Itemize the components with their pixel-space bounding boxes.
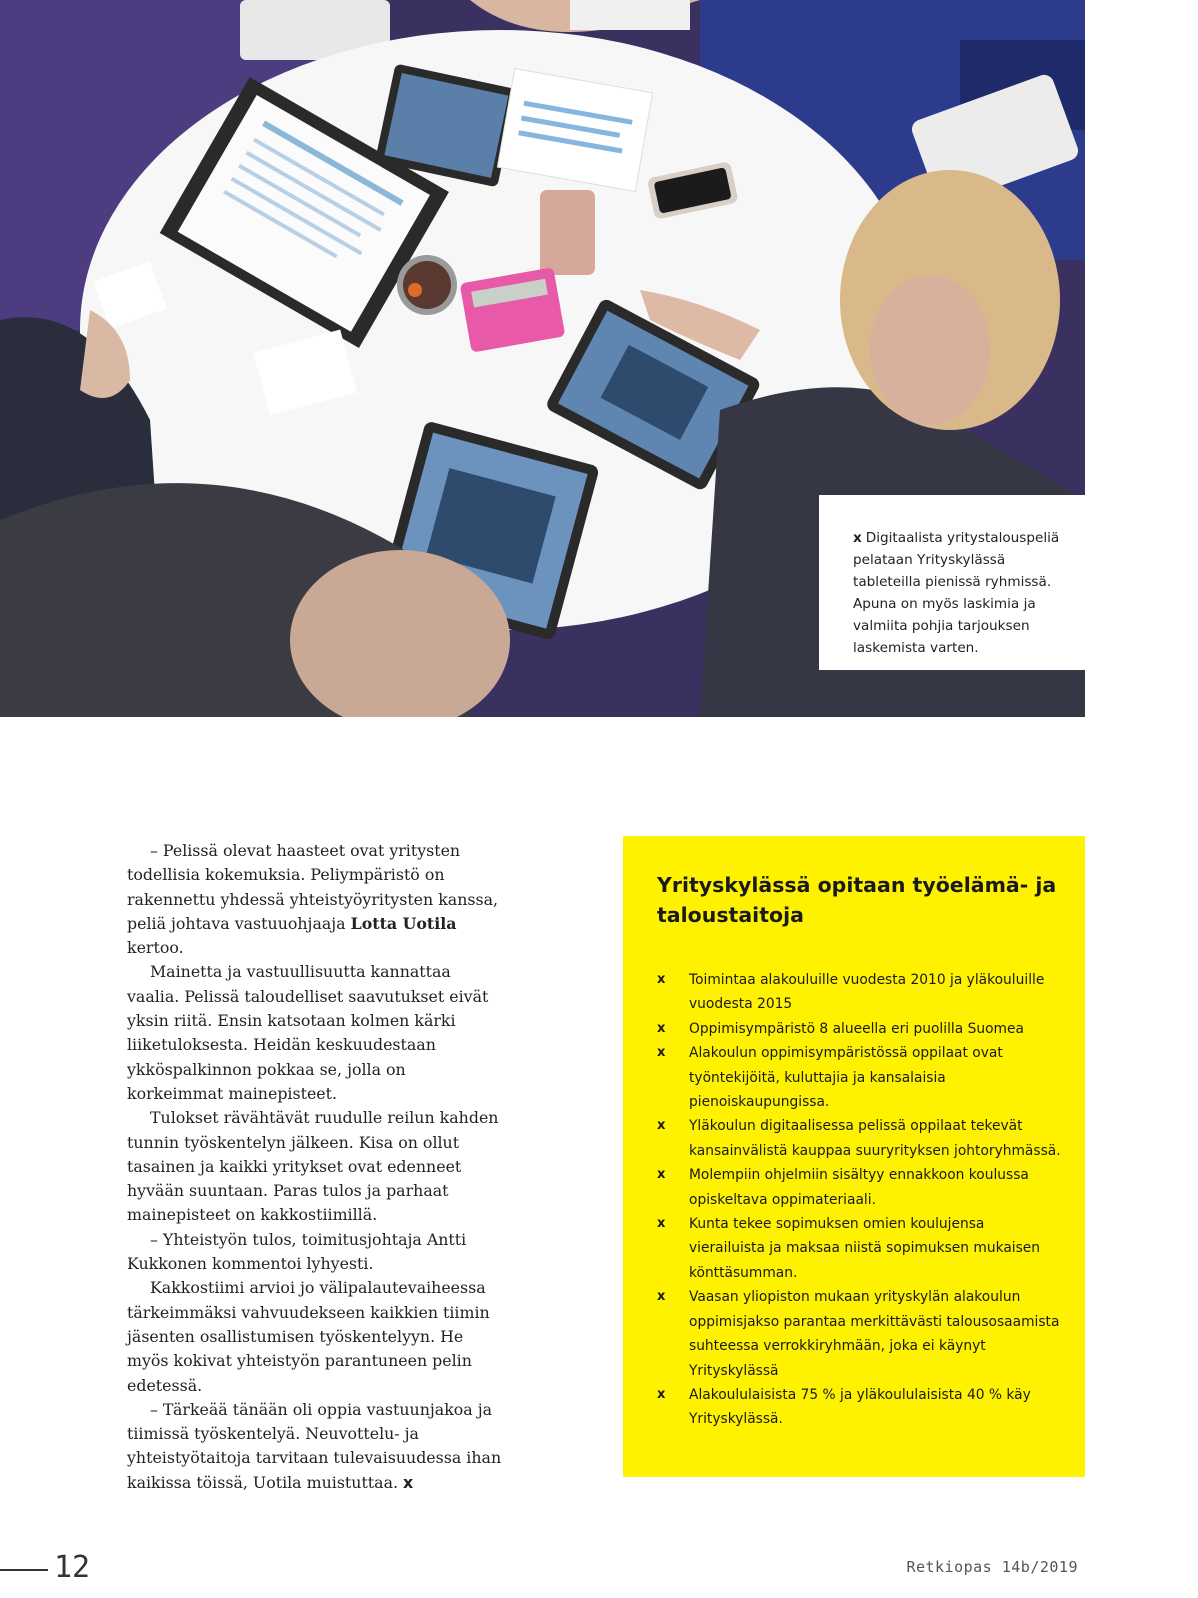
fact-item-text: Oppimisympäristö 8 alueella eri puolilla Suomea [689,1020,1024,1037]
fact-list [657,968,1061,1432]
fact-item-text: Alakoulun oppimisympäristössä oppilaat ovat työntekijöitä, kuluttajia ja kansalaisia pienoiskaupungissa. [689,1045,1003,1111]
bullet-x-icon: x [657,1216,666,1232]
fact-box-title: Yrityskylässä opitaan työelämä- ja taloustaitoja [657,873,1057,927]
bullet-x-icon: x [657,1045,666,1061]
paragraph-3: Tulokset rävähtävät ruudulle reilun kahden tunnin työskentelyn jälkeen. Kisa on ollut tasainen ja kaikki yritykset ovat edenneet hyvään suuntaan. Paras tulos ja parhaat mainepisteet on kakkostiimillä. [127,1108,499,1225]
p1-person-name: Lotta Uotila [350,913,457,933]
article-body [127,839,507,1495]
fact-item [657,1285,1061,1383]
article-photo [0,0,1085,717]
fact-item-text: Alakoululaisista 75 % ja yläkoululaisista 40 % käy Yrityskylässä. [689,1386,1031,1428]
fact-item-text: Molempiin ohjelmiin sisältyy ennakkoon koulussa opiskeltava oppimateriaali. [689,1167,1029,1208]
caption-text: Digitaalista yritystalouspeliä pelataan Yrityskylässä tableteilla pienissä ryhmissä. Apuna on myös laskimia ja valmiita pohjia tarjouksen laskemista varten. [853,530,1060,656]
fact-item-text: Kunta tekee sopimuksen omien koulujensa vierailuista ja maksaa niistä sopimuksen mukaisen könttäsumman. [689,1216,1041,1281]
bullet-x-icon: x [657,1020,666,1036]
p1-text-end: kertoo. [127,938,184,958]
paragraph-4: – Yhteistyön tulos, toimitusjohtaja Antti Kukkonen kommentoi lyhyesti. [127,1229,467,1274]
bullet-x-icon: x [657,1289,666,1305]
magazine-issue: Retkiopas 14b/2019 [906,1558,1078,1576]
fact-item [657,968,1061,1017]
paragraph-6 [127,1398,507,1495]
paragraph-2: Mainetta ja vastuullisuutta kannattaa vaalia. Pelissä taloudelliset saavutukset eivät yksin riitä. Ensin katsotaan kolmen kärki liiketuloksesta. Heidän keskuudestaan ykköspalkinnon pokkaa se, jolla on korkeimmat mainepisteet. [127,962,489,1103]
bullet-x-icon: x [657,1118,666,1134]
fact-item-text: Yläkoulun digitaalisessa pelissä oppilaat tekevät kansainvälistä kauppaa suuryrityksen johtoryhmässä. [689,1118,1061,1159]
fact-item [657,1212,1061,1285]
p6-text: – Tärkeää tänään oli oppia vastuunjakoa ja tiimissä työskentelyä. Neuvottelu- ja yhteistyötaitoja tarvitaan tulevaisuudessa ihan kaikissa töissä, Uotila muistuttaa. [127,1399,502,1492]
paragraph-5: Kakkostiimi arvioi jo välipalautevaiheessa tärkeimmäksi vahvuudekseen kaikkien tiimin jäsenten osallistumisen työskentelyyn. He myös kokivat yhteistyön parantuneen pelin edetessä. [127,1278,490,1395]
fact-item-text: Toimintaa alakouluille vuodesta 2010 ja yläkouluille vuodesta 2015 [689,972,1045,1013]
paragraph-1 [127,839,507,960]
fact-item-text: Vaasan yliopiston mukaan yrityskylän alakoulun oppimisjakso parantaa merkittävästi talousosaamista suhteessa verrokkiryhmään, joka ei käynyt Yrityskylässä [689,1289,1060,1379]
fact-item [657,1017,1061,1041]
caption-x-mark: x [853,530,862,546]
bullet-x-icon: x [657,1167,666,1183]
fact-box [623,836,1085,1477]
end-x-mark: x [403,1472,414,1492]
bullet-x-icon: x [657,972,666,987]
fact-item [657,1114,1061,1163]
page-number: 12 [54,1550,91,1585]
fact-item [657,1041,1061,1114]
fact-item [657,1383,1061,1432]
fact-item [657,1163,1061,1212]
footer-rule [0,1569,48,1571]
photo-caption [819,495,1085,670]
p1-text-start: – Pelissä olevat haasteet ovat yritysten todellisia kokemuksia. Peliympäristö on rakennettu yhdessä yhteistyöyritysten kanssa, peliä johtava vastuuohjaaja [127,841,499,933]
bullet-x-icon: x [657,1386,666,1402]
